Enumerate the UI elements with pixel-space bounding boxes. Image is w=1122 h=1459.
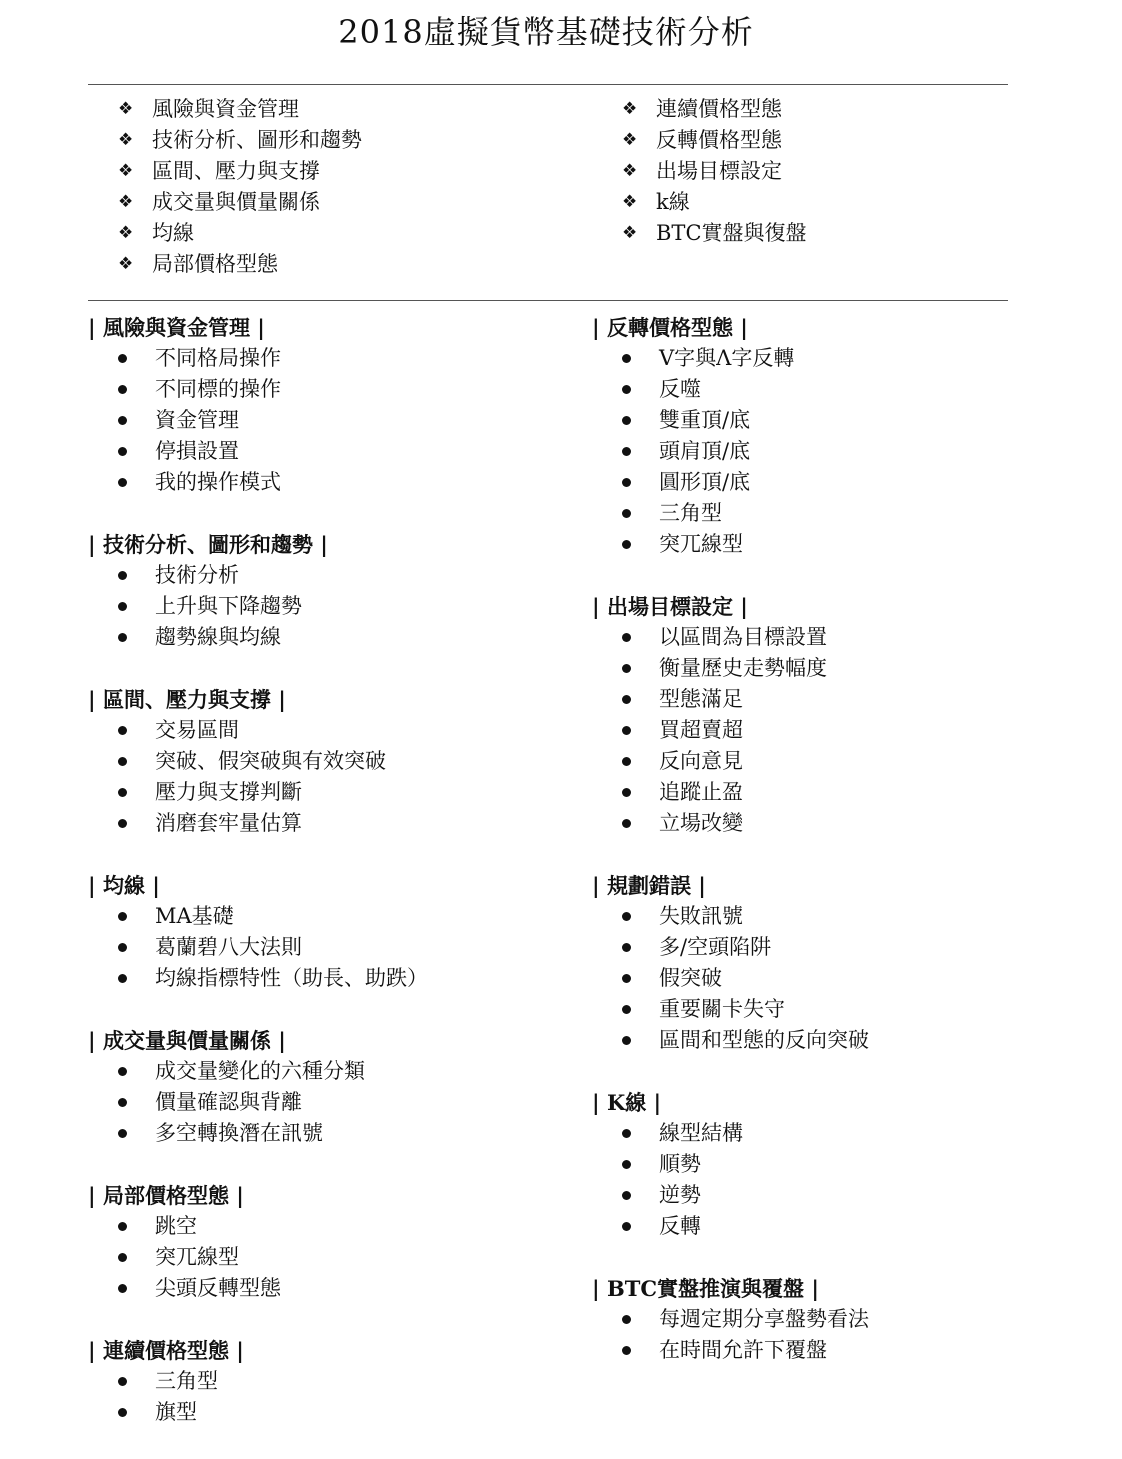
top-divider	[88, 84, 1008, 85]
bullet-dot-icon	[118, 1284, 127, 1293]
bullet-item	[592, 963, 869, 994]
four-diamond-bullet-icon: ❖	[622, 130, 638, 150]
four-diamond-bullet-icon: ❖	[118, 223, 134, 243]
bullet-item-label: 壓力與支撐判斷	[155, 780, 302, 804]
bullet-list	[88, 560, 428, 653]
bullet-dot-icon	[118, 354, 127, 363]
bullet-item	[592, 1304, 869, 1335]
bullet-dot-icon	[622, 385, 631, 394]
bullet-item	[592, 405, 869, 436]
toc-right-column	[622, 94, 807, 249]
bullet-item-label: 反向意見	[659, 749, 743, 773]
toc-item-label: 反轉價格型態	[656, 128, 782, 152]
bullet-item-label: 突兀線型	[659, 532, 743, 556]
bullet-dot-icon	[622, 1222, 631, 1231]
bullet-dot-icon	[622, 664, 631, 673]
bullet-dot-icon	[118, 385, 127, 394]
bullet-dot-icon	[622, 819, 631, 828]
toc-item-label: 連續價格型態	[656, 97, 782, 121]
bullet-dot-icon	[622, 1129, 631, 1138]
bullet-item	[592, 932, 869, 963]
bullet-dot-icon	[118, 633, 127, 642]
bullet-item	[88, 932, 428, 963]
toc-item	[118, 187, 362, 218]
section-heading: | 技術分析、圖形和趨勢 |	[88, 532, 328, 557]
bullet-dot-icon	[622, 1160, 631, 1169]
bullet-item-label: 反噬	[659, 377, 701, 401]
four-diamond-bullet-icon: ❖	[118, 254, 134, 274]
bullet-item-label: 追蹤止盈	[659, 780, 743, 804]
bullet-item	[88, 1118, 428, 1149]
bullet-list	[592, 622, 869, 839]
bullet-item-label: 反轉	[659, 1214, 701, 1238]
bullet-item	[592, 1180, 869, 1211]
bullet-item-label: 雙重頂/底	[659, 408, 751, 432]
four-diamond-bullet-icon: ❖	[118, 192, 134, 212]
toc-item	[622, 218, 807, 249]
four-diamond-bullet-icon: ❖	[622, 99, 638, 119]
bullet-item	[592, 498, 869, 529]
bullet-item	[592, 1118, 869, 1149]
four-diamond-bullet-icon: ❖	[622, 192, 638, 212]
section-heading: | 局部價格型態 |	[88, 1183, 244, 1208]
bullet-item-label: 停損設置	[155, 439, 239, 463]
toc-item	[118, 94, 362, 125]
bullet-item-label: 三角型	[155, 1369, 218, 1393]
toc-item	[118, 249, 362, 280]
bullet-dot-icon	[622, 1036, 631, 1045]
bullet-dot-icon	[622, 1346, 631, 1355]
bullet-item-label: 價量確認與背離	[155, 1090, 302, 1114]
bullet-item-label: 立場改變	[659, 811, 743, 835]
bullet-item-label: 多空轉換潛在訊號	[155, 1121, 323, 1145]
bullet-dot-icon	[622, 726, 631, 735]
bullet-dot-icon	[622, 633, 631, 642]
topic-section	[88, 1180, 428, 1304]
bullet-item-label: 多/空頭陷阱	[659, 935, 772, 959]
bullet-item	[592, 684, 869, 715]
bullet-dot-icon	[118, 974, 127, 983]
bullet-item-label: 旗型	[155, 1400, 197, 1424]
bullet-list	[592, 1118, 869, 1242]
bullet-item	[88, 1087, 428, 1118]
page-title: 2018虛擬貨幣基礎技術分析	[338, 13, 754, 51]
bullet-item	[592, 1211, 869, 1242]
toc-item-label: 技術分析、圖形和趨勢	[152, 128, 362, 152]
sections-left-column	[88, 312, 428, 1459]
bullet-list	[88, 901, 428, 994]
bullet-item	[592, 901, 869, 932]
bullet-dot-icon	[118, 1253, 127, 1262]
bullet-item	[88, 1273, 428, 1304]
bullet-item	[88, 560, 428, 591]
toc-item	[118, 125, 362, 156]
bullet-item	[88, 715, 428, 746]
bullet-dot-icon	[622, 912, 631, 921]
bullet-dot-icon	[118, 602, 127, 611]
bullet-item	[88, 963, 428, 994]
section-heading: | 規劃錯誤 |	[592, 873, 706, 898]
bullet-item	[592, 343, 869, 374]
bullet-list	[592, 1304, 869, 1366]
bullet-item	[592, 1025, 869, 1056]
four-diamond-bullet-icon: ❖	[118, 130, 134, 150]
bullet-item-label: 圓形頂/底	[659, 470, 751, 494]
section-heading: | 反轉價格型態 |	[592, 315, 748, 340]
bullet-dot-icon	[118, 1129, 127, 1138]
bullet-dot-icon	[118, 1222, 127, 1231]
toc-item	[622, 125, 807, 156]
bullet-item-label: 跳空	[155, 1214, 197, 1238]
bullet-item	[88, 746, 428, 777]
toc-item	[622, 187, 807, 218]
toc-item-label: k線	[656, 190, 690, 214]
topic-section	[592, 1273, 869, 1366]
bullet-dot-icon	[622, 416, 631, 425]
bullet-dot-icon	[622, 354, 631, 363]
bullet-item	[88, 343, 428, 374]
toc-left-column	[118, 94, 362, 280]
bullet-item-label: 以區間為目標設置	[659, 625, 827, 649]
middle-divider	[88, 300, 1008, 301]
bullet-dot-icon	[118, 943, 127, 952]
topic-section	[88, 684, 428, 839]
bullet-item	[88, 467, 428, 498]
bullet-item-label: 技術分析	[155, 563, 239, 587]
bullet-dot-icon	[622, 974, 631, 983]
bullet-list	[592, 343, 869, 560]
bullet-item-label: 順勢	[659, 1152, 701, 1176]
section-heading: | 風險與資金管理 |	[88, 315, 265, 340]
toc-item-label: 成交量與價量關係	[152, 190, 320, 214]
bullet-item	[88, 901, 428, 932]
bullet-item	[592, 622, 869, 653]
bullet-item	[88, 1242, 428, 1273]
bullet-item	[88, 436, 428, 467]
bullet-list	[88, 1366, 428, 1428]
bullet-dot-icon	[118, 1067, 127, 1076]
bullet-item	[88, 1056, 428, 1087]
topic-section	[88, 529, 428, 653]
bullet-list	[592, 901, 869, 1056]
bullet-list	[88, 1211, 428, 1304]
bullet-dot-icon	[622, 509, 631, 518]
bullet-dot-icon	[118, 726, 127, 735]
bullet-item-label: 均線指標特性（助長、助跌）	[155, 966, 428, 990]
bullet-dot-icon	[118, 757, 127, 766]
toc-item-label: 局部價格型態	[152, 252, 278, 276]
bullet-dot-icon	[118, 1377, 127, 1386]
section-heading: | 連續價格型態 |	[88, 1338, 244, 1363]
bullet-item-label: 交易區間	[155, 718, 239, 742]
bullet-item-label: 衡量歷史走勢幅度	[659, 656, 827, 680]
bullet-item-label: 趨勢線與均線	[155, 625, 281, 649]
section-heading: | 均線 |	[88, 873, 160, 898]
bullet-item-label: 買超賣超	[659, 718, 743, 742]
bullet-item-label: 突破、假突破與有效突破	[155, 749, 386, 773]
bullet-dot-icon	[118, 1098, 127, 1107]
bullet-item	[592, 808, 869, 839]
bullet-item	[592, 529, 869, 560]
bullet-item-label: 資金管理	[155, 408, 239, 432]
bullet-item-label: 尖頭反轉型態	[155, 1276, 281, 1300]
bullet-item	[88, 1397, 428, 1428]
bullet-dot-icon	[622, 943, 631, 952]
bullet-dot-icon	[118, 788, 127, 797]
bullet-dot-icon	[622, 757, 631, 766]
four-diamond-bullet-icon: ❖	[622, 161, 638, 181]
bullet-item	[592, 1149, 869, 1180]
topic-section	[88, 312, 428, 498]
bullet-item	[592, 374, 869, 405]
bullet-item	[88, 808, 428, 839]
bullet-list	[88, 1056, 428, 1149]
bullet-dot-icon	[118, 447, 127, 456]
bullet-item-label: 成交量變化的六種分類	[155, 1059, 365, 1083]
toc-item	[118, 218, 362, 249]
bullet-item-label: 上升與下降趨勢	[155, 594, 302, 618]
bullet-list	[88, 715, 428, 839]
topic-section	[88, 870, 428, 994]
bullet-dot-icon	[622, 447, 631, 456]
bullet-item	[592, 746, 869, 777]
bullet-item-label: 三角型	[659, 501, 722, 525]
bullet-item-label: 每週定期分享盤勢看法	[659, 1307, 869, 1331]
section-heading: | BTC實盤推演與覆盤 |	[592, 1276, 819, 1301]
four-diamond-bullet-icon: ❖	[118, 99, 134, 119]
bullet-item-label: 葛蘭碧八大法則	[155, 935, 302, 959]
section-heading: | 區間、壓力與支撐 |	[88, 687, 286, 712]
bullet-dot-icon	[622, 1191, 631, 1200]
bullet-dot-icon	[118, 571, 127, 580]
section-heading: | 出場目標設定 |	[592, 594, 748, 619]
bullet-dot-icon	[118, 912, 127, 921]
bullet-item-label: 消磨套牢量估算	[155, 811, 302, 835]
bullet-item-label: 突兀線型	[155, 1245, 239, 1269]
topic-section	[592, 870, 869, 1056]
four-diamond-bullet-icon: ❖	[622, 223, 638, 243]
bullet-item	[88, 777, 428, 808]
toc-item-label: 均線	[152, 221, 194, 245]
bullet-dot-icon	[622, 695, 631, 704]
bullet-dot-icon	[622, 1005, 631, 1014]
bullet-dot-icon	[622, 1315, 631, 1324]
bullet-item	[88, 1211, 428, 1242]
topic-section	[88, 1335, 428, 1428]
bullet-item-label: 區間和型態的反向突破	[659, 1028, 869, 1052]
bullet-item-label: MA基礎	[155, 904, 234, 928]
bullet-item	[592, 467, 869, 498]
bullet-item-label: 線型結構	[659, 1121, 743, 1145]
bullet-item	[592, 994, 869, 1025]
bullet-item-label: 失敗訊號	[659, 904, 743, 928]
bullet-dot-icon	[118, 1408, 127, 1417]
bullet-item	[88, 622, 428, 653]
bullet-item	[592, 1335, 869, 1366]
bullet-item	[88, 405, 428, 436]
section-heading: | 成交量與價量關係 |	[88, 1028, 286, 1053]
bullet-dot-icon	[118, 416, 127, 425]
bullet-item-label: 逆勢	[659, 1183, 701, 1207]
bullet-item	[88, 374, 428, 405]
bullet-dot-icon	[622, 788, 631, 797]
bullet-item-label: 我的操作模式	[155, 470, 281, 494]
topic-section	[592, 1087, 869, 1242]
topic-section	[88, 1025, 428, 1149]
bullet-dot-icon	[118, 819, 127, 828]
bullet-item-label: 型態滿足	[659, 687, 743, 711]
toc-item	[622, 94, 807, 125]
topic-section	[592, 312, 869, 560]
bullet-dot-icon	[622, 540, 631, 549]
section-heading: | K線 |	[592, 1090, 662, 1115]
four-diamond-bullet-icon: ❖	[118, 161, 134, 181]
bullet-item-label: 不同格局操作	[155, 346, 281, 370]
bullet-item-label: 頭肩頂/底	[659, 439, 751, 463]
bullet-list	[88, 343, 428, 498]
toc-item-label: 出場目標設定	[656, 159, 782, 183]
bullet-item	[592, 436, 869, 467]
toc-item-label: 區間、壓力與支撐	[152, 159, 320, 183]
sections-right-column	[592, 312, 869, 1397]
bullet-dot-icon	[118, 478, 127, 487]
toc-item-label: BTC實盤與復盤	[656, 221, 807, 245]
bullet-item	[592, 715, 869, 746]
toc-item-label: 風險與資金管理	[152, 97, 299, 121]
bullet-item	[88, 1366, 428, 1397]
bullet-item-label: 不同標的操作	[155, 377, 281, 401]
bullet-item	[88, 591, 428, 622]
bullet-item-label: 重要關卡失守	[659, 997, 785, 1021]
bullet-item	[592, 653, 869, 684]
bullet-dot-icon	[622, 478, 631, 487]
toc-item	[622, 156, 807, 187]
bullet-item-label: 假突破	[659, 966, 722, 990]
bullet-item-label: V字與Λ字反轉	[659, 346, 795, 370]
bullet-item-label: 在時間允許下覆盤	[659, 1338, 827, 1362]
topic-section	[592, 591, 869, 839]
toc-item	[118, 156, 362, 187]
bullet-item	[592, 777, 869, 808]
